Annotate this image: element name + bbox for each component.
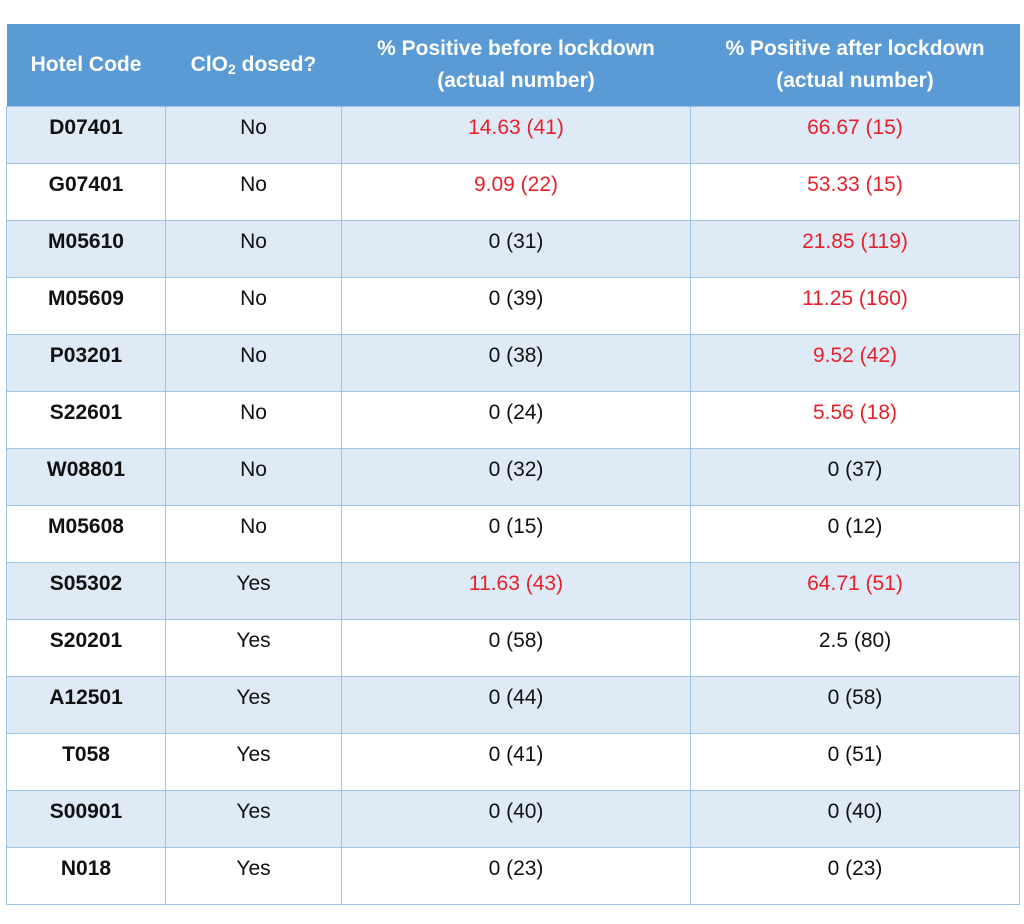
positive-before-cell: 0 (24) [342, 392, 691, 449]
hotel-results-table [6, 24, 1020, 905]
table-row [7, 107, 1020, 164]
hotel-code-cell: A12501 [7, 677, 166, 734]
table-row [7, 335, 1020, 392]
hotel-code-cell: S05302 [7, 563, 166, 620]
positive-after-cell: 53.33 (15) [691, 164, 1020, 221]
positive-before-cell: 0 (23) [342, 848, 691, 905]
header-clo2-dosed [166, 24, 342, 107]
hotel-code-cell: W08801 [7, 449, 166, 506]
hotel-code-cell: G07401 [7, 164, 166, 221]
table-row [7, 392, 1020, 449]
header-before-line2: (actual number) [437, 69, 595, 92]
hotel-code-cell: T058 [7, 734, 166, 791]
table-header [7, 24, 1020, 107]
positive-after-cell: 0 (37) [691, 449, 1020, 506]
clo2-dosed-cell: No [166, 506, 342, 563]
header-dosed-subscript: 2 [228, 61, 236, 77]
table-row [7, 449, 1020, 506]
clo2-dosed-cell: Yes [166, 734, 342, 791]
hotel-code-cell: M05609 [7, 278, 166, 335]
positive-before-cell: 11.63 (43) [342, 563, 691, 620]
clo2-dosed-cell: Yes [166, 620, 342, 677]
hotel-code-cell: S22601 [7, 392, 166, 449]
clo2-dosed-cell: No [166, 392, 342, 449]
clo2-dosed-cell: Yes [166, 848, 342, 905]
header-positive-before [342, 24, 691, 107]
positive-after-cell: 0 (23) [691, 848, 1020, 905]
clo2-dosed-cell: Yes [166, 791, 342, 848]
clo2-dosed-cell: No [166, 221, 342, 278]
positive-before-cell: 0 (41) [342, 734, 691, 791]
clo2-dosed-cell: No [166, 335, 342, 392]
positive-before-cell: 0 (39) [342, 278, 691, 335]
clo2-dosed-cell: No [166, 278, 342, 335]
positive-after-cell: 0 (58) [691, 677, 1020, 734]
table-body [7, 107, 1020, 905]
hotel-code-cell: D07401 [7, 107, 166, 164]
positive-before-cell: 0 (40) [342, 791, 691, 848]
table-row [7, 620, 1020, 677]
clo2-dosed-cell: Yes [166, 677, 342, 734]
table-row [7, 506, 1020, 563]
header-hotel-code [7, 24, 166, 107]
positive-before-cell: 9.09 (22) [342, 164, 691, 221]
positive-before-cell: 0 (31) [342, 221, 691, 278]
table-row [7, 848, 1020, 905]
positive-after-cell: 5.56 (18) [691, 392, 1020, 449]
header-before-line1: % Positive before lockdown [377, 37, 655, 60]
positive-after-cell: 21.85 (119) [691, 221, 1020, 278]
clo2-dosed-cell: No [166, 107, 342, 164]
positive-after-cell: 9.52 (42) [691, 335, 1020, 392]
positive-after-cell: 2.5 (80) [691, 620, 1020, 677]
header-after-line1: % Positive after lockdown [725, 37, 985, 60]
positive-before-cell: 0 (58) [342, 620, 691, 677]
table-row [7, 677, 1020, 734]
clo2-dosed-cell: No [166, 449, 342, 506]
positive-before-cell: 0 (32) [342, 449, 691, 506]
hotel-code-cell: S00901 [7, 791, 166, 848]
positive-before-cell: 0 (38) [342, 335, 691, 392]
header-dosed-prefix: ClO [190, 53, 229, 76]
positive-after-cell: 11.25 (160) [691, 278, 1020, 335]
hotel-code-cell: M05610 [7, 221, 166, 278]
table-row [7, 164, 1020, 221]
clo2-dosed-cell: No [166, 164, 342, 221]
header-hotel-code-label: Hotel Code [30, 53, 142, 76]
table-row [7, 791, 1020, 848]
hotel-code-cell: M05608 [7, 506, 166, 563]
header-after-line2: (actual number) [776, 69, 934, 92]
table-row [7, 221, 1020, 278]
positive-after-cell: 0 (40) [691, 791, 1020, 848]
header-positive-after [691, 24, 1020, 107]
table-row [7, 563, 1020, 620]
results-table-container [6, 24, 1019, 905]
clo2-dosed-cell: Yes [166, 563, 342, 620]
header-dosed-suffix: dosed? [235, 53, 317, 76]
header-row [7, 24, 1020, 107]
positive-after-cell: 0 (12) [691, 506, 1020, 563]
hotel-code-cell: N018 [7, 848, 166, 905]
table-row [7, 734, 1020, 791]
table-row [7, 278, 1020, 335]
hotel-code-cell: P03201 [7, 335, 166, 392]
hotel-code-cell: S20201 [7, 620, 166, 677]
positive-after-cell: 64.71 (51) [691, 563, 1020, 620]
positive-before-cell: 14.63 (41) [342, 107, 691, 164]
positive-before-cell: 0 (15) [342, 506, 691, 563]
positive-before-cell: 0 (44) [342, 677, 691, 734]
positive-after-cell: 66.67 (15) [691, 107, 1020, 164]
positive-after-cell: 0 (51) [691, 734, 1020, 791]
